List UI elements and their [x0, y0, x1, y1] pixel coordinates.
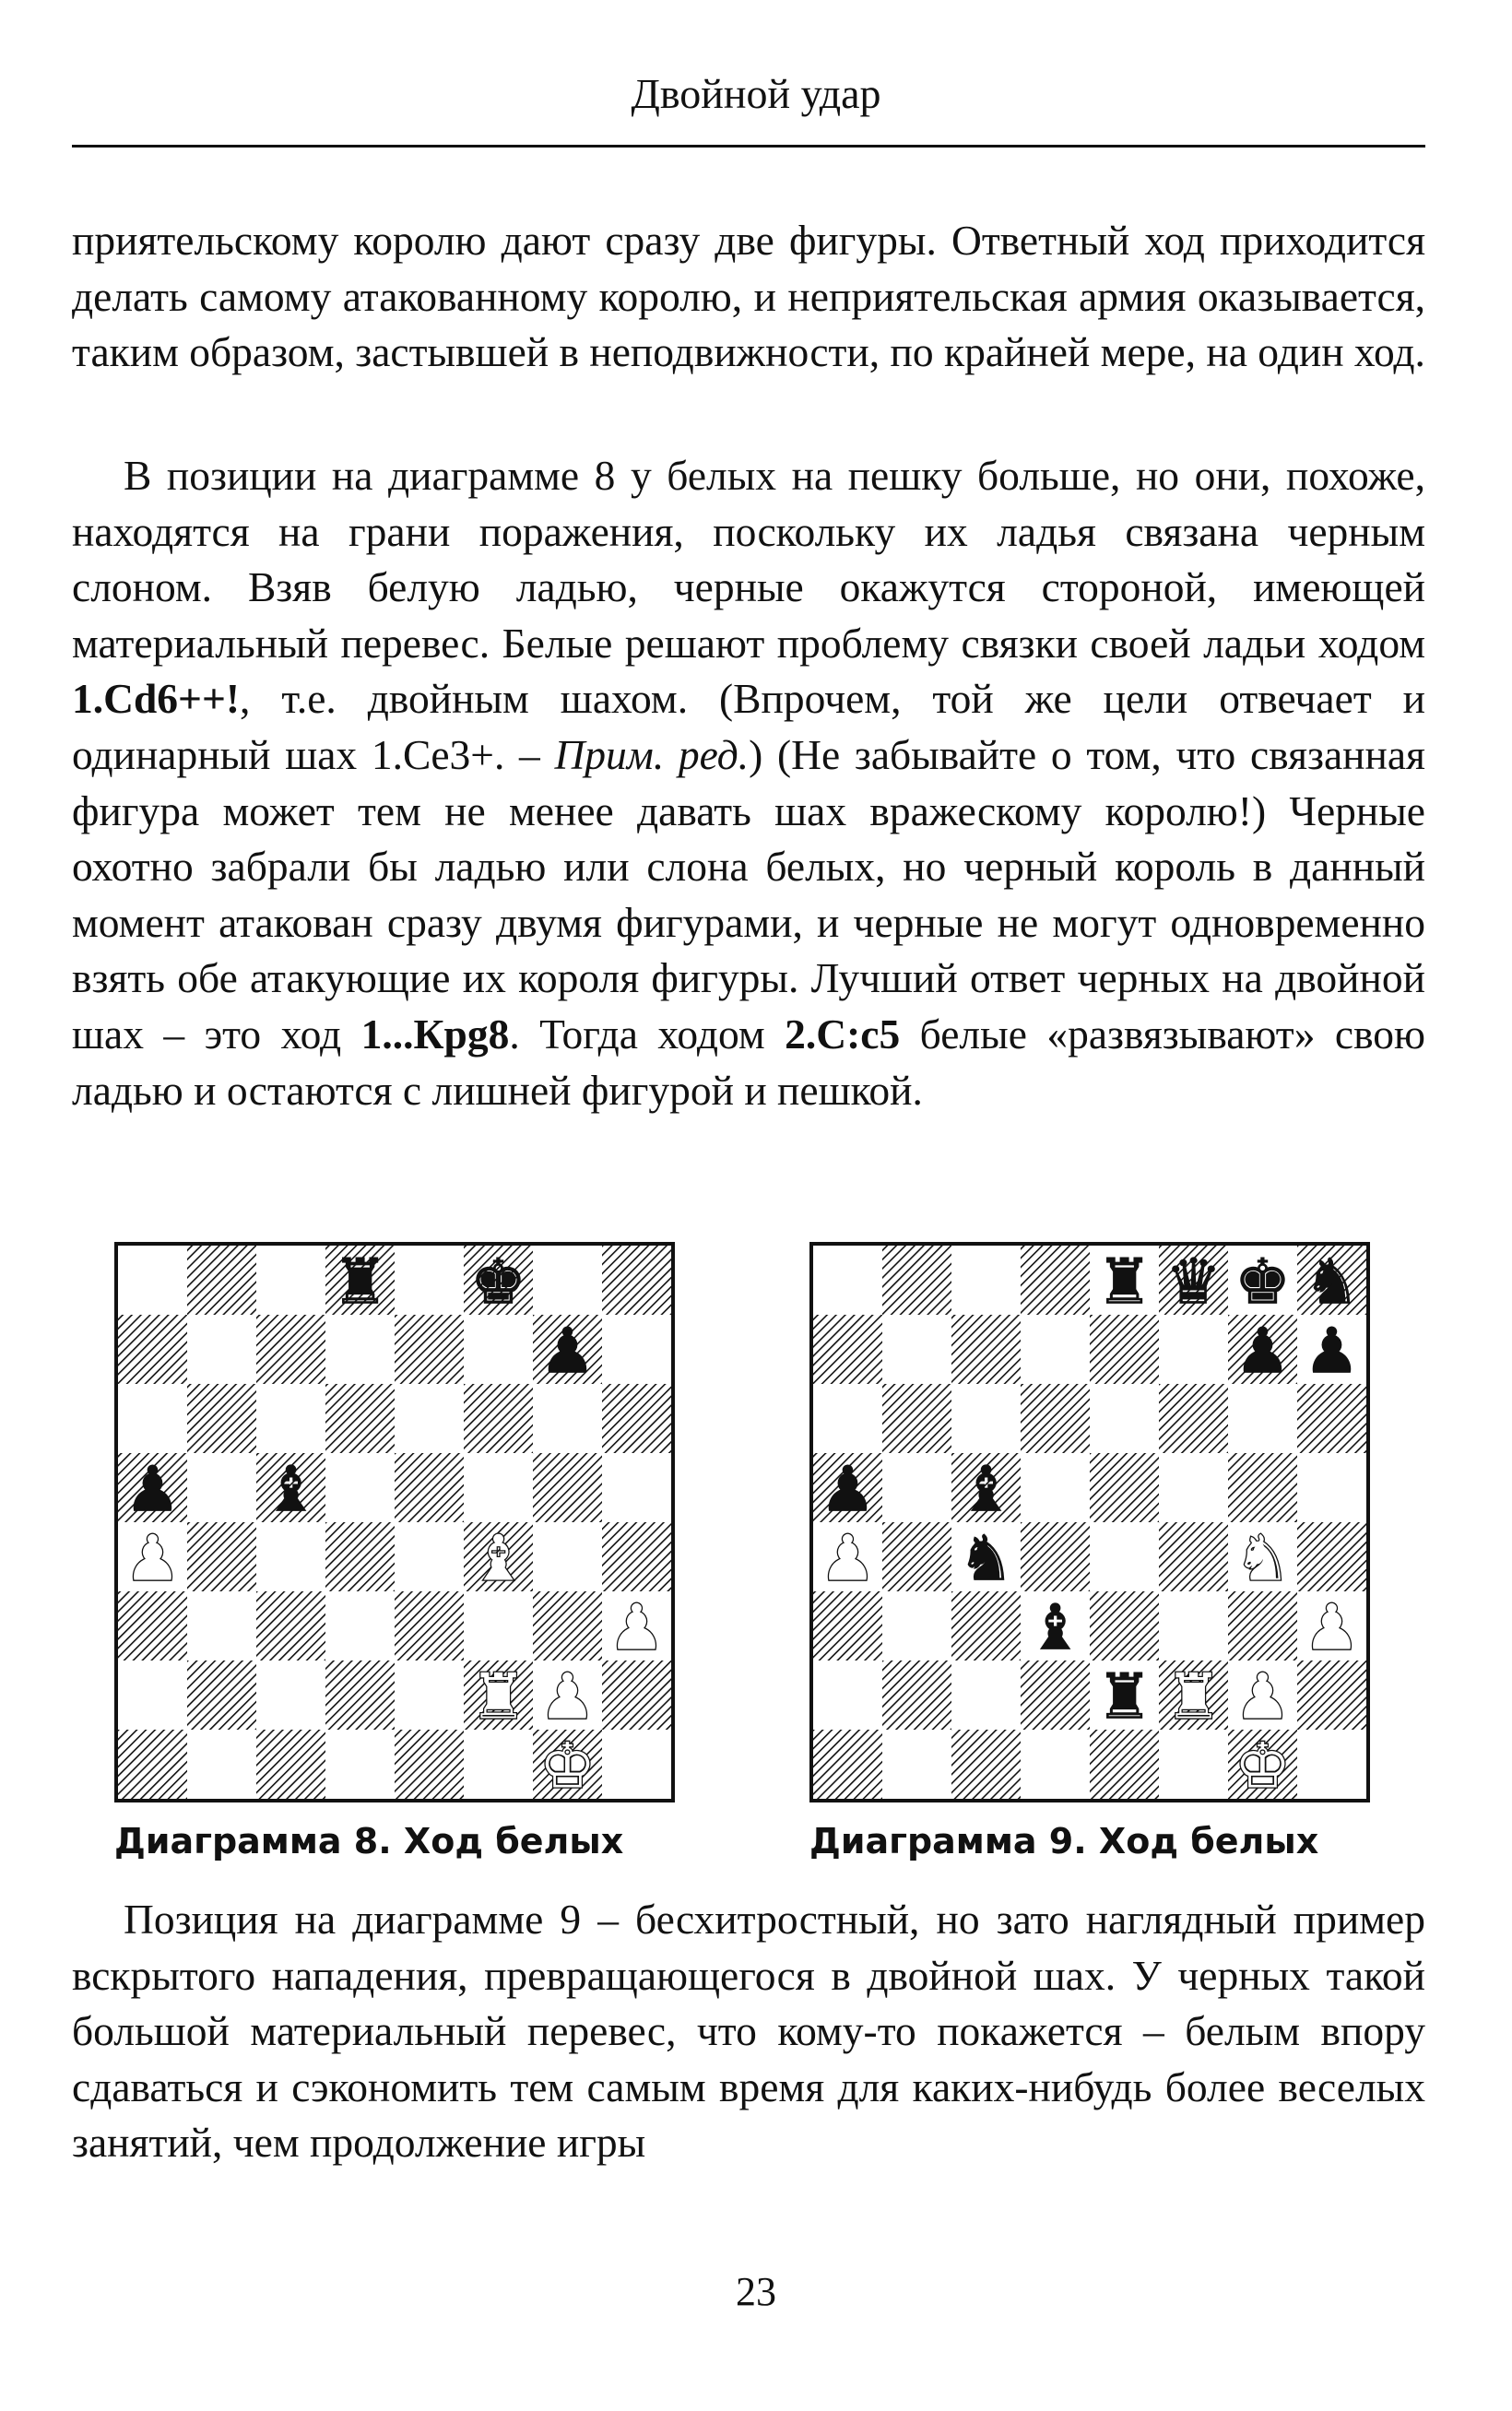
white-rook-f2-icon: ♜ — [1165, 1661, 1222, 1734]
white-king-g1-icon: ♚ — [539, 1730, 596, 1799]
move-cd6: 1.Cd6++! — [72, 675, 241, 723]
square-d7 — [325, 1315, 395, 1384]
square-f4 — [1159, 1522, 1228, 1591]
square-d1 — [1021, 1730, 1090, 1799]
square-a6 — [813, 1384, 882, 1453]
square-e1 — [1090, 1730, 1159, 1799]
square-h4 — [1297, 1522, 1366, 1591]
editor-note: Прим. ред. — [554, 730, 750, 778]
square-b3 — [882, 1591, 951, 1661]
white-pawn-g2-icon: ♟ — [539, 1661, 596, 1734]
square-b8 — [882, 1246, 951, 1315]
square-h6 — [602, 1384, 671, 1453]
black-bishop-d3-icon: ♝ — [1027, 1591, 1083, 1665]
square-e5 — [1090, 1453, 1159, 1522]
black-bishop-c5-icon: ♝ — [263, 1453, 319, 1527]
square-c2 — [951, 1661, 1021, 1730]
square-e7 — [395, 1315, 464, 1384]
square-e2 — [395, 1661, 464, 1730]
white-pawn-g2-icon: ♟ — [1234, 1661, 1291, 1734]
square-f3 — [464, 1591, 533, 1661]
paragraph-2-text-b: , т.е. двойным шахом. (Впрочем, той же цели отвечает и одинарный шах 1.Ce3+. – — [72, 675, 1425, 778]
square-c7 — [951, 1315, 1021, 1384]
white-pawn-a4-icon: ♟ — [124, 1522, 181, 1596]
chess-board-9 — [813, 1246, 1366, 1799]
square-h2 — [1297, 1661, 1366, 1730]
white-knight-g4-icon: ♞ — [1234, 1522, 1291, 1596]
square-f1 — [464, 1730, 533, 1799]
square-a3 — [118, 1591, 187, 1661]
square-f3 — [1159, 1591, 1228, 1661]
square-b2 — [187, 1661, 256, 1730]
white-bishop-f4-icon: ♝ — [470, 1522, 526, 1596]
square-h8 — [602, 1246, 671, 1315]
black-rook-e8-icon: ♜ — [1096, 1246, 1152, 1319]
black-queen-f8-icon: ♛ — [1165, 1246, 1222, 1319]
black-king-f8-icon: ♚ — [470, 1246, 526, 1319]
square-b4 — [187, 1522, 256, 1591]
square-d3 — [325, 1591, 395, 1661]
paragraph-2 — [72, 448, 1425, 1118]
square-b2 — [882, 1661, 951, 1730]
square-b7 — [187, 1315, 256, 1384]
square-d6 — [1021, 1384, 1090, 1453]
square-c4 — [256, 1522, 325, 1591]
square-e8 — [395, 1246, 464, 1315]
white-king-g1-icon: ♚ — [1234, 1730, 1291, 1799]
square-b5 — [187, 1453, 256, 1522]
paragraph-2-text-e: белые «развязывают» свою ладью и остаются с лишней фигурой и пешкой. — [72, 1010, 1425, 1114]
square-c6 — [256, 1384, 325, 1453]
square-a1 — [813, 1730, 882, 1799]
square-a7 — [118, 1315, 187, 1384]
square-a8 — [118, 1246, 187, 1315]
square-d5 — [325, 1453, 395, 1522]
square-a7 — [813, 1315, 882, 1384]
square-f7 — [1159, 1315, 1228, 1384]
square-e4 — [1090, 1522, 1159, 1591]
black-bishop-c5-icon: ♝ — [958, 1453, 1014, 1527]
chess-diagram-9 — [809, 1242, 1370, 1802]
square-f7 — [464, 1315, 533, 1384]
square-h6 — [1297, 1384, 1366, 1453]
white-pawn-h3-icon: ♟ — [608, 1591, 665, 1665]
paragraph-2-text-c: ) (Не забывайте о том, что связанная фигура может тем не менее давать шах вражескому королю!) Черные охотно забрали бы ладью или слона белых, но черный король в данный момент атакован сразу двумя фигурами, и черные не могут одновременно взять обе атакующие их короля фигуры. Лучший ответ черных на двойной шах – это ход — [72, 730, 1425, 1058]
move-cc5: 2.C:c5 — [785, 1010, 901, 1058]
square-b8 — [187, 1246, 256, 1315]
black-pawn-g7-icon: ♟ — [539, 1315, 596, 1389]
square-c1 — [951, 1730, 1021, 1799]
paragraph-3 — [72, 1892, 1425, 2171]
square-g5 — [533, 1453, 602, 1522]
diagram-8-caption: Диаграмма 8. Ход белых — [114, 1821, 624, 1861]
square-g3 — [1228, 1591, 1297, 1661]
square-b5 — [882, 1453, 951, 1522]
square-d8 — [1021, 1246, 1090, 1315]
paragraph-1 — [72, 213, 1425, 381]
square-e6 — [1090, 1384, 1159, 1453]
square-d4 — [325, 1522, 395, 1591]
square-e7 — [1090, 1315, 1159, 1384]
square-f6 — [464, 1384, 533, 1453]
square-a6 — [118, 1384, 187, 1453]
white-pawn-a4-icon: ♟ — [820, 1522, 876, 1596]
square-b1 — [882, 1730, 951, 1799]
square-a1 — [118, 1730, 187, 1799]
square-b7 — [882, 1315, 951, 1384]
square-b1 — [187, 1730, 256, 1799]
square-c2 — [256, 1661, 325, 1730]
black-pawn-a5-icon: ♟ — [820, 1453, 876, 1527]
square-f1 — [1159, 1730, 1228, 1799]
square-e1 — [395, 1730, 464, 1799]
square-d2 — [325, 1661, 395, 1730]
square-g3 — [533, 1591, 602, 1661]
square-e6 — [395, 1384, 464, 1453]
white-pawn-h3-icon: ♟ — [1304, 1591, 1360, 1665]
square-h1 — [602, 1730, 671, 1799]
square-a2 — [118, 1661, 187, 1730]
move-kpg8: 1...Кpg8 — [360, 1010, 510, 1058]
square-c7 — [256, 1315, 325, 1384]
square-c6 — [951, 1384, 1021, 1453]
square-c1 — [256, 1730, 325, 1799]
square-e4 — [395, 1522, 464, 1591]
paragraph-3-text: Позиция на диаграмме 9 – бесхитростный, но зато наглядный пример вскрытого нападения, превращающегося в двойной шах. У черных такой большой материальный перевес, что кому-то покажется – белым впору сдаваться и сэкономить тем самым время для каких-нибудь более веселых занятий, чем продолжение игры — [72, 1896, 1425, 2167]
square-d1 — [325, 1730, 395, 1799]
square-b6 — [187, 1384, 256, 1453]
square-h5 — [1297, 1453, 1366, 1522]
chess-diagram-8 — [114, 1242, 675, 1802]
square-h5 — [602, 1453, 671, 1522]
square-d4 — [1021, 1522, 1090, 1591]
square-g5 — [1228, 1453, 1297, 1522]
square-h1 — [1297, 1730, 1366, 1799]
black-rook-d8-icon: ♜ — [332, 1246, 388, 1319]
square-g6 — [533, 1384, 602, 1453]
square-e5 — [395, 1453, 464, 1522]
black-pawn-a5-icon: ♟ — [124, 1453, 181, 1527]
black-knight-c4-icon: ♞ — [958, 1522, 1014, 1596]
square-c8 — [256, 1246, 325, 1315]
square-a3 — [813, 1591, 882, 1661]
square-c3 — [256, 1591, 325, 1661]
black-pawn-g7-icon: ♟ — [1234, 1315, 1291, 1389]
square-c8 — [951, 1246, 1021, 1315]
chess-board-8 — [118, 1246, 671, 1799]
square-f5 — [1159, 1453, 1228, 1522]
square-h7 — [602, 1315, 671, 1384]
black-pawn-h7-icon: ♟ — [1304, 1315, 1360, 1389]
square-f5 — [464, 1453, 533, 1522]
square-d7 — [1021, 1315, 1090, 1384]
page-number: 23 — [736, 2269, 776, 2314]
square-f6 — [1159, 1384, 1228, 1453]
running-head: Двойной удар — [631, 70, 881, 117]
square-a8 — [813, 1246, 882, 1315]
paragraph-2-text-d: . Тогда ходом — [509, 1010, 786, 1058]
black-knight-h8-icon: ♞ — [1304, 1246, 1360, 1319]
square-c3 — [951, 1591, 1021, 1661]
black-rook-e2-icon: ♜ — [1096, 1661, 1152, 1734]
header-rule — [72, 145, 1425, 148]
square-h2 — [602, 1661, 671, 1730]
square-e3 — [395, 1591, 464, 1661]
paragraph-2-text-a: В позиции на диаграмме 8 у белых на пешку больше, но они, похоже, находятся на грани поражения, поскольку их ладья связана черным слоном. Взяв белую ладью, черные окажутся стороной, имеющей материальный перевес. Белые решают проблему связки своей ладьи ходом — [72, 452, 1425, 667]
square-g4 — [533, 1522, 602, 1591]
square-g8 — [533, 1246, 602, 1315]
square-h4 — [602, 1522, 671, 1591]
diagram-9-caption: Диаграмма 9. Ход белых — [809, 1821, 1319, 1861]
paragraph-1-text: приятельскому королю дают сразу две фигуры. Ответный ход приходится делать самому атакованному королю, и неприятельская армия оказывается, таким образом, застывшей в неподвижности, по крайней мере, на один ход. — [72, 217, 1425, 376]
square-a2 — [813, 1661, 882, 1730]
square-d6 — [325, 1384, 395, 1453]
white-rook-f2-icon: ♜ — [470, 1661, 526, 1734]
square-b6 — [882, 1384, 951, 1453]
square-b4 — [882, 1522, 951, 1591]
square-e3 — [1090, 1591, 1159, 1661]
square-g6 — [1228, 1384, 1297, 1453]
square-b3 — [187, 1591, 256, 1661]
black-king-g8-icon: ♚ — [1234, 1246, 1291, 1319]
square-d5 — [1021, 1453, 1090, 1522]
square-d2 — [1021, 1661, 1090, 1730]
